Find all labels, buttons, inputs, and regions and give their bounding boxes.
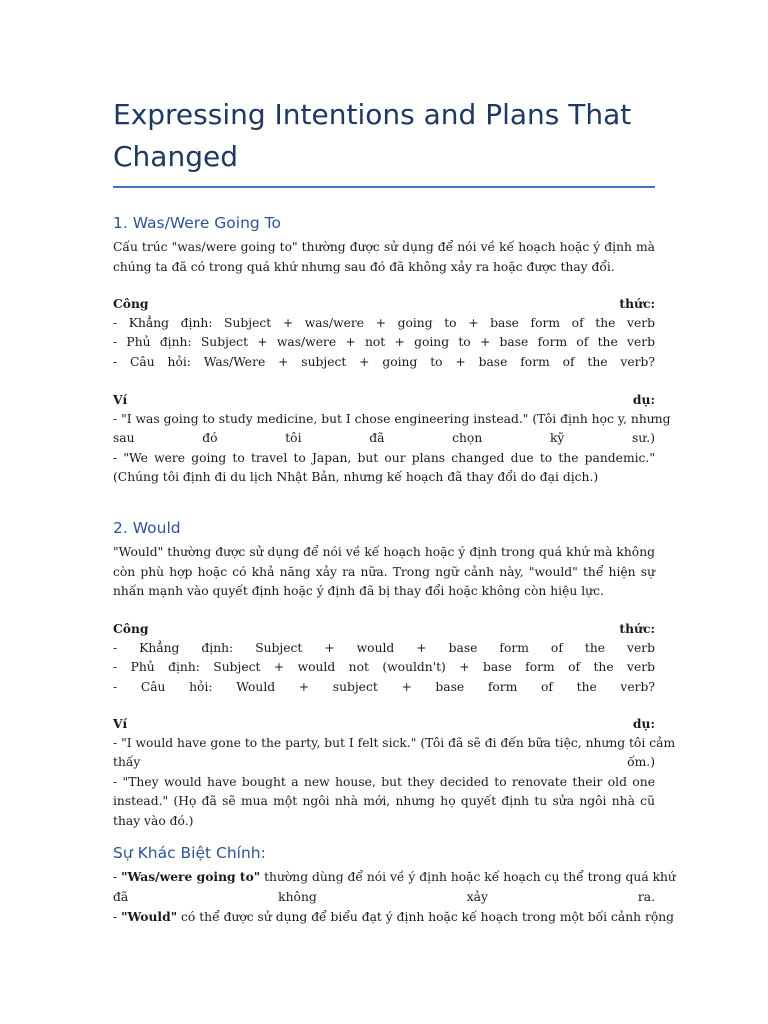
difference-item: - "Was/were going to" thường dùng để nói về ý định hoặc kế hoạch cụ thể trong quá khứ: [113, 869, 676, 884]
formula-line: - Câu hỏi: Was/Were + subject + going to + base form of the verb?: [113, 354, 655, 369]
section-key-differences: [113, 842, 676, 928]
section-heading: 2. Would: [113, 519, 181, 537]
example-line: sau đó tôi đã chọn kỹ sư.): [113, 431, 655, 445]
example-label: Ví dụ:: [113, 716, 655, 731]
formula-line: - Phủ định: Subject + was/were + not + going to + base form of the verb: [113, 335, 655, 349]
section-heading: Sự Khác Biệt Chính:: [113, 844, 266, 862]
section-would: [113, 517, 655, 602]
title-underline: [113, 186, 655, 188]
formula-block: [113, 294, 655, 372]
difference-item-continued: đã không xảy ra.: [113, 889, 655, 904]
example-label: Ví dụ:: [113, 392, 655, 407]
section-heading: 1. Was/Were Going To: [113, 214, 282, 232]
example-line: - "I was going to study medicine, but I chose engineering instead." (Tôi định học y, nhưng: [113, 411, 671, 426]
example-line: - "We were going to travel to Japan, but our plans changed due to the pandemic." (Chúng tôi định đi du lịch Nhật Bản, nhưng kế hoạch đã thay đổi do đại dịch.): [113, 450, 655, 484]
example-line: - "They would have bought a new house, but they decided to renovate their old one instead." (Họ đã sẽ mua một ngôi nhà mới, nhưng họ quyết định tu sửa ngôi nhà cũ thay vào đó.): [113, 774, 655, 828]
difference-item: - "Would" có thể được sử dụng để biểu đạt ý định hoặc kế hoạch trong một bối cảnh rộng: [113, 909, 675, 924]
formula-line: - Câu hỏi: Would + subject + base form of the verb?: [113, 679, 655, 694]
document-title: Expressing Intentions and Plans That Changed: [113, 98, 632, 173]
section-intro: "Would" thường được sử dụng để nói về kế hoạch hoặc ý định trong quá khứ mà không còn phù hợp hoặc có khả năng xảy ra nữa. Trong ngữ cảnh này, "would" thể hiện sự nhấn mạnh vào quyết định hoặc ý định đã bị thay đổi hoặc không còn hiệu lực.: [113, 545, 655, 598]
formula-line: - Khẳng định: Subject + was/were + going to + base form of the verb: [113, 315, 655, 330]
formula-label: Công thức:: [113, 296, 655, 311]
example-line: thấy ốm.): [113, 755, 655, 769]
example-line: - "I would have gone to the party, but I felt sick." (Tôi đã sẽ đi đến bữa tiệc, nhưng tôi cảm: [113, 735, 676, 750]
formula-line: - Khẳng định: Subject + would + base form of the verb: [113, 640, 655, 655]
section-was-were-going-to: [113, 212, 655, 277]
formula-block: [113, 619, 655, 697]
formula-line: - Phủ định: Subject + would not (wouldn't) + base form of the verb: [113, 660, 655, 674]
example-block: [113, 390, 671, 488]
formula-label: Công thức:: [113, 621, 655, 636]
section-intro: Cấu trúc "was/were going to" thường được sử dụng để nói về kế hoạch hoặc ý định mà chúng ta đã có trong quá khứ nhưng sau đó đã không xảy ra hoặc được thay đổi.: [113, 240, 655, 274]
example-block: [113, 714, 676, 831]
